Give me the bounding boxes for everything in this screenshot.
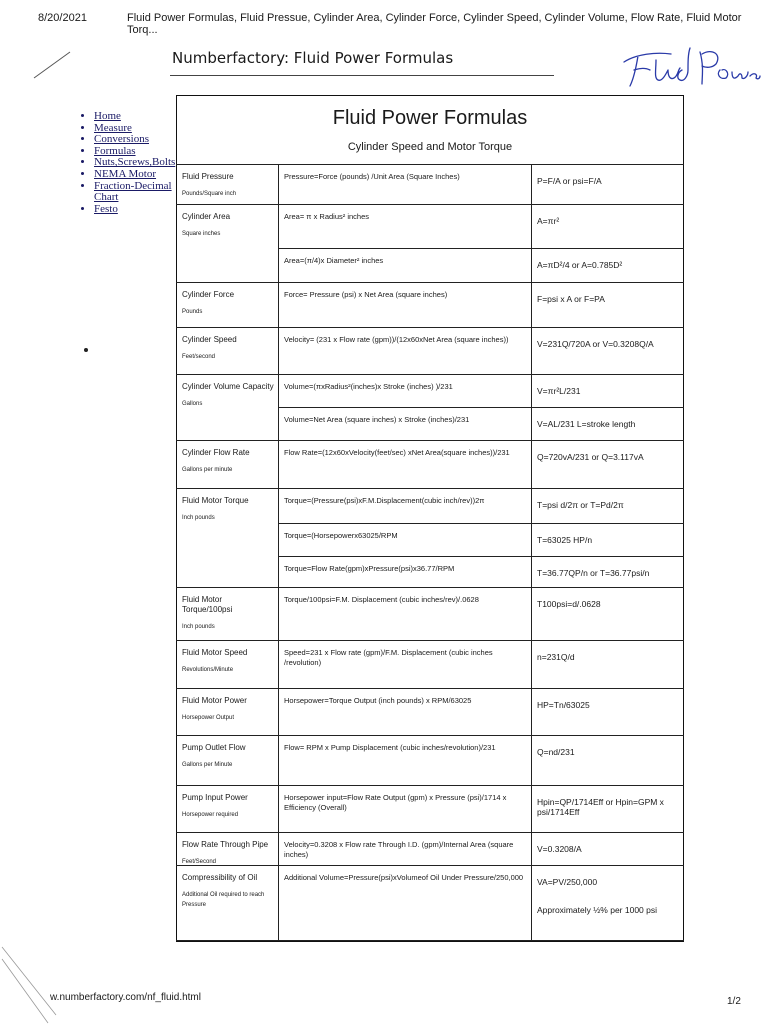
group-name: Cylinder Force Pounds (182, 290, 274, 317)
formula-cell: Pressure=Force (pounds) /Unit Area (Square Inches) (284, 172, 460, 181)
table-row-line (176, 374, 684, 375)
group-unit: Pounds (182, 309, 203, 315)
formula-cell: Torque=(Horsepowerx63025/RPM (284, 531, 398, 540)
table-row-line (278, 523, 684, 524)
nav-link-measure[interactable]: • Measure (94, 123, 186, 135)
scan-speck (84, 348, 88, 352)
table-column-line (278, 164, 279, 940)
table-row-line (176, 282, 684, 283)
formula-cell: Speed=231 x Flow rate (gpm)/F.M. Displacement (cubic inches /revolution) (284, 648, 493, 667)
page-curl-mark (0, 945, 60, 1024)
table-row-line (176, 735, 684, 736)
result-cell: Hpin=QP/1714Eff or Hpin=GPM x psi/1714Eff (537, 797, 664, 817)
nav-link-formulas[interactable]: • Formulas (94, 146, 186, 158)
title-divider (170, 75, 554, 76)
result-cell: F=psi x A or F=PA (537, 294, 605, 304)
group-name: Cylinder Speed Feet/second (182, 335, 274, 362)
result-cell: Q=nd/231 (537, 747, 575, 757)
formula-cell: Torque=(Pressure(psi)xF.M.Displacement(cubic inch/rev))2π (284, 496, 485, 505)
nav-link-nema-motor[interactable]: • NEMA Motor (94, 169, 186, 181)
footer-page-number: 1/2 (727, 996, 741, 1007)
formula-cell: Flow Rate=(12x60xVelocity(feet/sec) xNet Area(square inches))/231 (284, 448, 510, 457)
nav-link-fraction-decimal-chart[interactable]: • Fraction-Decimal Chart (94, 181, 186, 204)
table-row-line (176, 688, 684, 689)
group-name: Cylinder Area Square inches (182, 212, 274, 239)
formula-cell: Velocity=0.3208 x Flow rate Through I.D. (gpm)/Internal Area (square inches) (284, 840, 514, 859)
table-row-line (176, 640, 684, 641)
formula-cell: Area=(π/4)x Diameter² inches (284, 256, 384, 265)
group-unit: Gallons per minute (182, 467, 233, 473)
group-unit: Horsepower Output (182, 715, 235, 721)
formula-cell: Force= Pressure (psi) x Net Area (square inches) (284, 290, 448, 299)
result-cell: T=63025 HP/n (537, 535, 593, 545)
print-page-title: Fluid Power Formulas, Fluid Pressue, Cylinder Area, Cylinder Force, Cylinder Speed, Cylinder Volume, Flow Rate, Fluid Motor Torq... (127, 12, 742, 36)
result-cell: Q=720vA/231 or Q=3.117vA (537, 452, 644, 462)
result-cell: A=πr² (537, 216, 560, 226)
group-name: Fluid Motor Torque Inch pounds (182, 496, 274, 523)
result-cell: HP=Tn/63025 (537, 700, 590, 710)
table-row-line (176, 164, 684, 165)
group-unit: Gallons (182, 401, 203, 407)
result-cell: T100psi=d/.0628 (537, 599, 601, 609)
pen-stroke-mark (32, 50, 72, 80)
result-cell: n=231Q/d (537, 652, 575, 662)
table-subtitle: Cylinder Speed and Motor Torque (347, 141, 513, 153)
site-title: Numberfactory: Fluid Power Formulas (172, 49, 454, 67)
table-title: Fluid Power Formulas (332, 107, 528, 129)
group-name: Cylinder Flow Rate Gallons per minute (182, 448, 274, 475)
footer-url: w.numberfactory.com/nf_fluid.html (50, 992, 201, 1003)
group-unit: Pounds/Square inch (182, 191, 237, 197)
group-name: Pump Outlet Flow Gallons per Minute (182, 743, 274, 770)
result-cell: V=πr²L/231 (537, 386, 581, 396)
table-row-line (176, 832, 684, 833)
nav-link-conversions[interactable]: • Conversions (94, 134, 186, 146)
formula-cell: Volume=(πxRadius²(inches)x Stroke (inches) )/231 (284, 382, 453, 391)
handwritten-signature (616, 40, 761, 90)
result-cell: P=F/A or psi=F/A (537, 176, 602, 186)
formula-cell: Volume=Net Area (square inches) x Stroke (inches)/231 (284, 415, 470, 424)
formula-cell: Horsepower input=Flow Rate Output (gpm) x Pressure (psi)/1714 x Efficiency (Overall) (284, 793, 507, 812)
table-row-line (176, 440, 684, 441)
table-row-line (176, 488, 684, 489)
group-name: Cylinder Volume Capacity Gallons (182, 382, 274, 407)
table-row-line (176, 785, 684, 786)
group-unit: Gallons per Minute (182, 762, 233, 768)
result-cell: V=0.3208/A (537, 844, 582, 854)
result-note: Approximately ½% per 1000 psi (537, 905, 658, 915)
table-row-line (176, 940, 684, 941)
result-cell: VA=PV/250,000 (537, 877, 598, 887)
table-row-line (278, 407, 684, 408)
result-cell: V=231Q/720A or V=0.3208Q/A (537, 339, 654, 349)
formula-cell: Torque/100psi=F.M. Displacement (cubic inches/rev)/.0628 (284, 595, 479, 604)
formula-cell: Horsepower=Torque Output (inch pounds) x RPM/63025 (284, 696, 472, 705)
group-unit: Feet/Second (182, 859, 217, 865)
group-unit: Inch pounds (182, 624, 215, 630)
nav-link-festo[interactable]: • Festo (94, 204, 186, 216)
table-row-line (278, 248, 684, 249)
print-date: 8/20/2021 (38, 12, 87, 24)
formula-cell: Torque=Flow Rate(gpm)xPressure(psi)x36.77/RPM (284, 564, 455, 573)
group-unit: Revolutions/Minute (182, 667, 234, 673)
group-name: Flow Rate Through Pipe Feet/Second (182, 840, 274, 867)
group-unit: Square inches (182, 231, 221, 237)
table-row-line (176, 204, 684, 205)
formula-cell: Velocity= (231 x Flow rate (gpm))/(12x60xNet Area (square inches)) (284, 335, 509, 344)
group-name: Pump Input Power Horsepower required (182, 793, 274, 820)
formula-cell: Additional Volume=Pressure(psi)xVolumeof Oil Under Pressure/250,000 (284, 873, 524, 882)
result-cell: T=psi d/2π or T=Pd/2π (537, 500, 624, 510)
table-row-line (176, 327, 684, 328)
formula-cell: Flow= RPM x Pump Displacement (cubic inches/revolution)/231 (284, 743, 496, 752)
result-cell: A=πD²/4 or A=0.785D² (537, 260, 623, 270)
group-unit: Horsepower required (182, 812, 239, 818)
table-row-line (176, 587, 684, 588)
table-row-line (278, 556, 684, 557)
group-name: Fluid Motor Power Horsepower Output (182, 696, 274, 723)
group-unit: Feet/second (182, 354, 216, 360)
group-name: Compressibility of Oil Additional Oil required to reach Pressure (182, 873, 274, 910)
result-cell: T=36.77QP/n or T=36.77psi/n (537, 568, 650, 578)
site-nav (80, 111, 186, 215)
group-name: Fluid Motor Speed Revolutions/Minute (182, 648, 274, 675)
group-unit: Inch pounds (182, 515, 215, 521)
result-cell: V=AL/231 L=stroke length (537, 419, 636, 429)
table-column-line (531, 164, 532, 940)
nav-link-nuts-screws-bolts[interactable]: • Nuts,Screws,Bolts (94, 157, 186, 169)
formula-cell: Area= π x Radius² inches (284, 212, 370, 221)
group-name: Fluid Motor Torque/100psi Inch pounds (182, 595, 274, 632)
group-unit: Additional Oil required to reach Pressure (182, 892, 265, 908)
nav-link-home[interactable]: • Home (94, 111, 186, 123)
group-name: Fluid Pressure Pounds/Square inch (182, 172, 274, 199)
